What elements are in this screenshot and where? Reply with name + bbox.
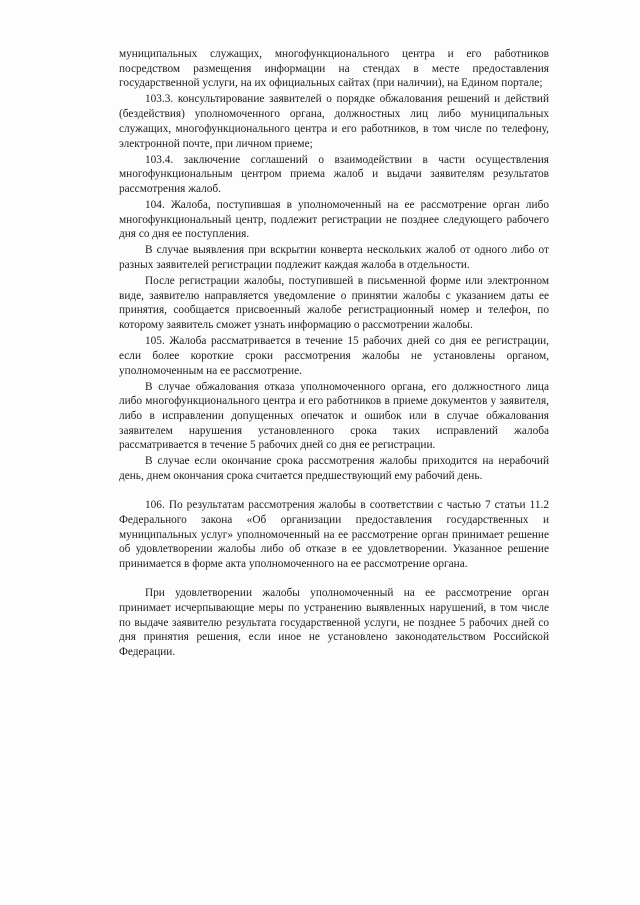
paragraph-103-4: 103.4. заключение соглашений о взаимодействии в части осуществления многофункциональным центром приема жалоб и выдачи заявителям результатов рассмотрения жалоб. [119,153,549,195]
paragraph-106: 106. По результатам рассмотрения жалобы в соответствии с частью 7 статьи 11.2 Федерального закона «Об организации предоставления государственных и муниципальных услуг» уполномоченный на ее рассмотрение орган принимает решение об удовлетворении жалобы либо об отказе в ее удовлетворении. Указанное решение принимается в форме акта уполномоченного на ее рассмотрение органа. [119,499,549,571]
paragraph-refusal-appeal: В случае обжалования отказа уполномоченного органа, его должностного лица либо многофункционального центра и его работников в приеме документов у заявителя, либо в исправлении допущенных опечаток и ошибок или в случае обжалования заявителем нарушения установленного срока таких исправлений жалоба рассматривается в течение 5 рабочих дней со дня ее регистрации. [119,380,549,452]
paragraph-publication-info: муниципальных служащих, многофункционального центра и его работников посредством размещения информации на стендах в месте предоставления государственной услуги, на их официальных сайтах (при наличии), на Едином портале; [119,48,549,90]
paragraph-satisfaction-measures: При удовлетворении жалобы уполномоченный на ее рассмотрение орган принимает исчерпывающие меры по устранению выявленных нарушений, в том числе по выдаче заявителю результата государственной услуги, не позднее 5 рабочих дней со дня принятия решения, если иное не установлено законодательством Российской Федерации. [119,587,549,659]
paragraph-105: 105. Жалоба рассматривается в течение 15 рабочих дней со дня ее регистрации, если более короткие сроки рассмотрения жалобы не установлены органом, уполномоченным на ее рассмотрение. [119,335,549,377]
paragraph-104: 104. Жалоба, поступившая в уполномоченный на ее рассмотрение орган либо многофункциональный центр, подлежит регистрации не позднее следующего рабочего дня со дня ее поступления. [119,198,549,241]
document-body [119,47,549,661]
paragraph-registration-notice: После регистрации жалобы, поступившей в письменной форме или электронном виде, заявителю направляется уведомление о принятии жалобы с указанием даты ее принятия, сообщается присвоенный жалобе регистрационный номер и телефон, по которому заявитель сможет узнать информацию о рассмотрении жалобы. [119,275,549,332]
paragraph-non-working-day: В случае если окончание срока рассмотрения жалобы приходится на нерабочий день, днем окончания срока считается предшествующий ему рабочий день. [119,455,549,483]
paragraph-multiple-complaints: В случае выявления при вскрытии конверта нескольких жалоб от одного либо от разных заявителей регистрации подлежит каждая жалоба в отдельности. [119,244,549,272]
paragraph-103-3: 103.3. консультирование заявителей о порядке обжалования решений и действий (бездействия) уполномоченного органа, должностных лиц либо муниципальных служащих, многофункционального центра и его работников, в том числе по телефону, электронной почте, при личном приеме; [119,93,549,150]
